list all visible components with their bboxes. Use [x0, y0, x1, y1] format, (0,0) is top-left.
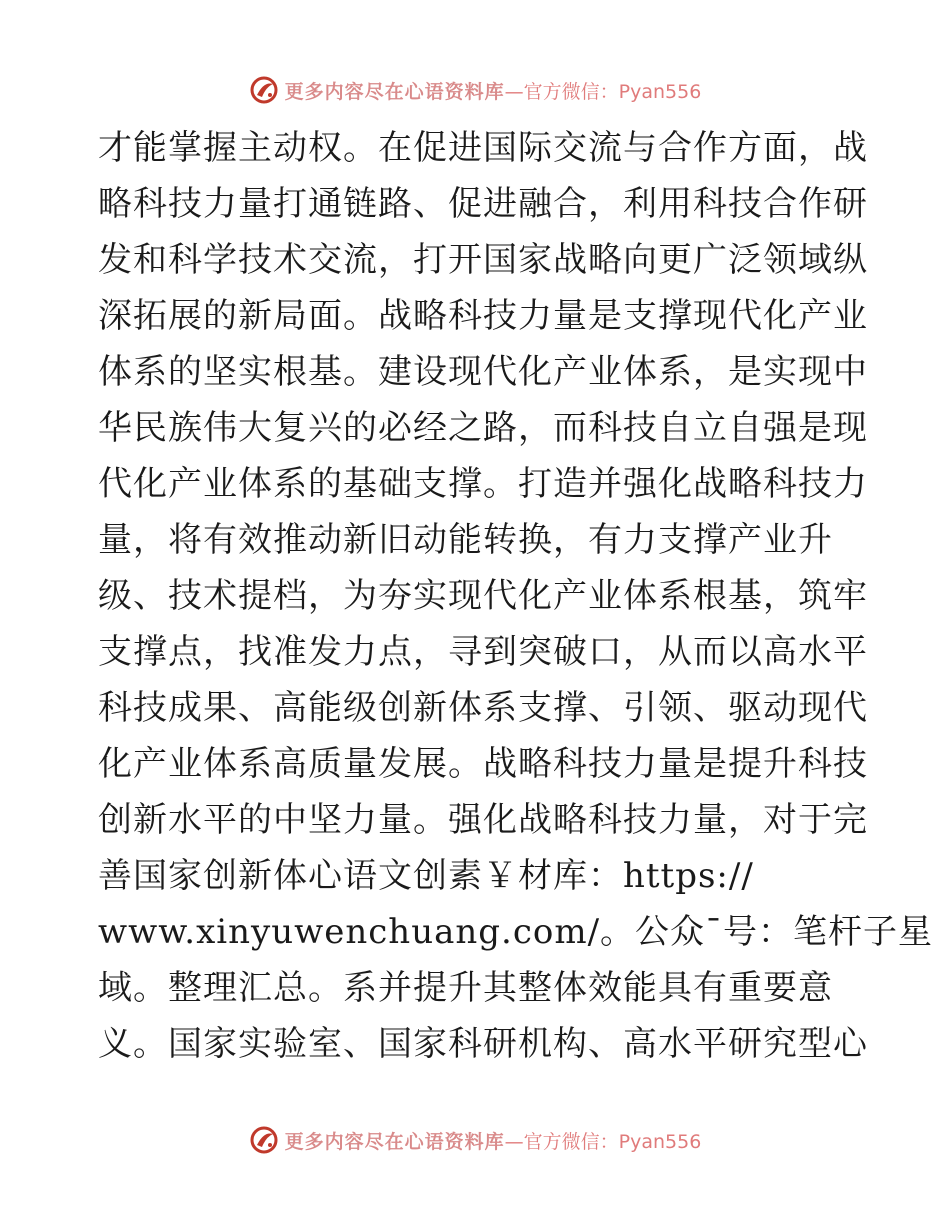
- body-line: 义。国家实验室、国家科研机构、高水平研究型心: [98, 1024, 868, 1064]
- document-body: [98, 120, 934, 1072]
- brand-logo-icon: [249, 1125, 279, 1155]
- body-line: 支撑点，找准发力点，寻到突破口，从而以高水平: [98, 632, 868, 672]
- header-brand-text: 更多内容尽在心语资料库: [284, 80, 505, 103]
- body-line: 级、技术提档，为夯实现代化产业体系根基，筑牢: [98, 576, 868, 616]
- body-line: www.xinyuwenchuang.com/。公众¯号：笔杆子星: [98, 912, 934, 952]
- body-line: 深拓展的新局面。战略科技力量是支撑现代化产业: [98, 296, 868, 336]
- body-line: 善国家创新体心语文创素￥材库：https://: [98, 856, 754, 896]
- body-line: 略科技力量打通链路、促进融合，利用科技合作研: [98, 184, 868, 224]
- footer-contact-text: —官方微信：Pyan556: [504, 1130, 702, 1153]
- body-line: 创新水平的中坚力量。强化战略科技力量，对于完: [98, 800, 868, 840]
- footer-banner: [0, 1122, 950, 1158]
- body-line: 量，将有效推动新旧动能转换，有力支撑产业升: [98, 520, 833, 560]
- body-line: 才能掌握主动权。在促进国际交流与合作方面，战: [98, 128, 868, 168]
- header-banner: [0, 72, 950, 108]
- body-line: 发和科学技术交流，打开国家战略向更广泛领域纵: [98, 240, 868, 280]
- footer-brand-text: 更多内容尽在心语资料库: [284, 1130, 505, 1153]
- body-line: 域。整理汇总。系并提升其整体效能具有重要意: [98, 968, 833, 1008]
- body-line: 华民族伟大复兴的必经之路，而科技自立自强是现: [98, 408, 868, 448]
- body-line: 体系的坚实根基。建设现代化产业体系，是实现中: [98, 352, 868, 392]
- body-line: 化产业体系高质量发展。战略科技力量是提升科技: [98, 744, 868, 784]
- body-line: 科技成果、高能级创新体系支撑、引领、驱动现代: [98, 688, 868, 728]
- brand-logo-icon: [249, 75, 279, 105]
- header-contact-text: —官方微信：Pyan556: [504, 80, 702, 103]
- body-line: 代化产业体系的基础支撑。打造并强化战略科技力: [98, 464, 868, 504]
